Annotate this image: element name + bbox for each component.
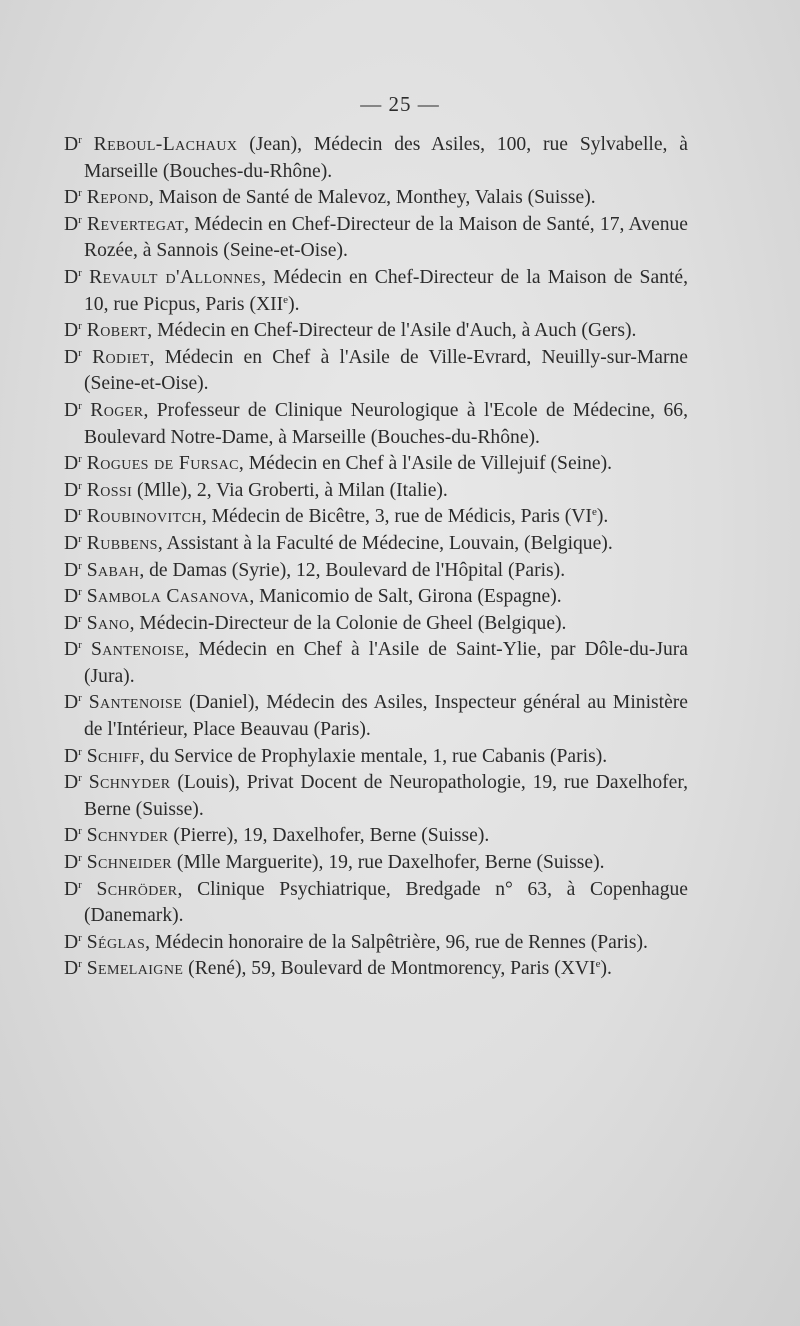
entry-title: $D^r$ [64, 878, 82, 900]
entry-text-end: ). [596, 506, 609, 528]
entry-name: Santenoise [90, 639, 185, 661]
entry-name: Sambola Casanova [86, 586, 250, 608]
entry-name: Roger [90, 399, 144, 421]
entry-title: $D^r$ [64, 320, 82, 342]
list-item [64, 744, 688, 771]
entry-title: $D^r$ [64, 266, 82, 288]
list-item [64, 956, 688, 983]
entry-title: $D^r$ [64, 586, 82, 608]
entry-name: Sano [86, 612, 130, 634]
page-number: — 25 — [360, 92, 440, 116]
entry-title: $D^r$ [64, 745, 82, 767]
entry-text: (Mlle), 2, Via Groberti, à Milan (Italie). [132, 479, 448, 501]
entry-name: Schröder [96, 878, 178, 900]
entry-name: Revertegat [87, 213, 185, 235]
list-item [64, 265, 688, 318]
entry-text: , de Damas (Syrie), 12, Boulevard de l'Hôpital (Paris). [139, 559, 566, 581]
entry-title: $D^r$ [64, 134, 82, 155]
list-item [64, 504, 688, 531]
entry-title: $D^r$ [64, 506, 82, 528]
list-item [64, 451, 688, 478]
entry-text: , Médecin en Chef à l'Asile de Ville-Evrard, Neuilly-sur-Marne (Seine-et-Oise). [84, 346, 688, 395]
entry-text: , Clinique Psychiatrique, Bredgade n° 63, à Copenhague (Danemark). [84, 878, 688, 927]
entry-name: Santenoise [88, 692, 183, 714]
list-item [64, 132, 688, 185]
list-item [64, 478, 688, 505]
entry-title: $D^r$ [64, 213, 82, 235]
member-list [64, 132, 688, 983]
list-item [64, 770, 688, 823]
entry-name: Repond [86, 187, 149, 209]
entry-text: , Professeur de Clinique Neurologique à l'Ecole de Médecine, 66, Boulevard Notre-Dame, à Marseille (Bouches-du-Rhône). [84, 399, 688, 448]
entry-name: Robert [86, 320, 148, 342]
entry-text-end: ). [288, 293, 300, 315]
list-item [64, 318, 688, 345]
entry-title: $D^r$ [64, 479, 82, 501]
entry-text: , Médecin honoraire de la Salpêtrière, 96, rue de Rennes (Paris). [145, 931, 648, 953]
list-item [64, 850, 688, 877]
entry-title: $D^r$ [64, 399, 82, 421]
entry-title: $D^r$ [64, 453, 82, 475]
entry-name: Reboul-Lachaux [93, 134, 238, 155]
entry-text: , Médecin en Chef-Directeur de la Maison de Santé, 17, Avenue Rozée, à Sannois (Seine-et-Oise). [84, 213, 688, 262]
entry-name: Roubinovitch [86, 506, 202, 528]
entry-title: $D^r$ [64, 532, 82, 554]
list-item [64, 823, 688, 850]
entry-title: $D^r$ [64, 612, 82, 634]
entry-text: , Médecin de Bicêtre, 3, rue de Médicis, Paris (VI [201, 506, 592, 528]
entry-title: $D^r$ [64, 187, 82, 209]
entry-text: (Pierre), 19, Daxelhofer, Berne (Suisse). [168, 825, 490, 847]
entry-text: , Maison de Santé de Malevoz, Monthey, Valais (Suisse). [148, 187, 596, 209]
entry-text: (Mlle Marguerite), 19, rue Daxelhofer, Berne (Suisse). [172, 852, 605, 874]
entry-title: $D^r$ [64, 958, 82, 980]
entry-text-superscript: e [283, 293, 289, 306]
list-item [64, 637, 688, 690]
entry-text: , du Service de Prophylaxie mentale, 1, rue Cabanis (Paris). [139, 745, 608, 767]
list-item [64, 531, 688, 558]
list-item [64, 345, 688, 398]
entry-text: (Jean), Médecin des Asiles, 100, rue Sylvabelle, à Marseille (Bouches-du-Rhône). [84, 134, 688, 182]
entry-text: , Médecin en Chef à l'Asile de Saint-Ylie, par Dôle-du-Jura (Jura). [84, 639, 688, 687]
entry-name: Rogues de Fursac [86, 453, 239, 475]
entry-title: $D^r$ [64, 559, 82, 581]
list-item [64, 690, 688, 743]
entry-text: , Médecin-Directeur de la Colonie de Gheel (Belgique). [129, 612, 567, 634]
entry-name: Rodiet [92, 346, 150, 368]
entry-name: Schiff [86, 745, 140, 767]
entry-text: (Daniel), Médecin des Asiles, Inspecteur général au Ministère de l'Intérieur, Place Beauvau (Paris). [84, 692, 688, 741]
entry-text: , Manicomio de Salt, Girona (Espagne). [249, 586, 562, 608]
entry-title: $D^r$ [64, 692, 82, 714]
list-item [64, 611, 688, 638]
entry-title: $D^r$ [64, 346, 82, 368]
entry-name: Séglas [86, 931, 146, 953]
list-item [64, 877, 688, 930]
entry-text: , Médecin en Chef-Directeur de la Maison de Santé, 10, rue Picpus, Paris (XII [84, 266, 688, 315]
entry-title: $D^r$ [64, 772, 82, 794]
list-item [64, 930, 688, 957]
entry-text-end: ). [600, 958, 612, 980]
entry-text-superscript: e [591, 506, 597, 519]
entry-title: $D^r$ [64, 852, 82, 874]
entry-name: Revault d'Allonnes [89, 266, 262, 288]
list-item [64, 584, 688, 611]
entry-title: $D^r$ [64, 931, 82, 953]
list-item [64, 212, 688, 265]
entry-name: Rossi [86, 479, 133, 501]
entry-name: Sabah [86, 559, 140, 581]
entry-text: , Médecin en Chef-Directeur de l'Asile d'Auch, à Auch (Gers). [147, 320, 637, 342]
entry-title: $D^r$ [64, 825, 82, 847]
list-item [64, 398, 688, 451]
entry-text: (René), 59, Boulevard de Montmorency, Paris (XVI [183, 958, 596, 980]
entry-title: $D^r$ [64, 639, 82, 661]
entry-text-superscript: e [595, 958, 601, 971]
entry-name: Semelaigne [86, 958, 184, 980]
entry-name: Schnyder [88, 772, 171, 794]
entry-text: , Assistant à la Faculté de Médecine, Louvain, (Belgique). [157, 532, 613, 554]
list-item [64, 185, 688, 212]
entry-text: , Médecin en Chef à l'Asile de Villejuif (Seine). [238, 453, 612, 475]
list-item [64, 558, 688, 585]
entry-name: Schneider [86, 852, 173, 874]
entry-name: Schnyder [86, 825, 169, 847]
entry-name: Rubbens [86, 532, 158, 554]
entry-text: (Louis), Privat Docent de Neuropathologie, 19, rue Daxelhofer, Berne (Suisse). [84, 772, 689, 820]
